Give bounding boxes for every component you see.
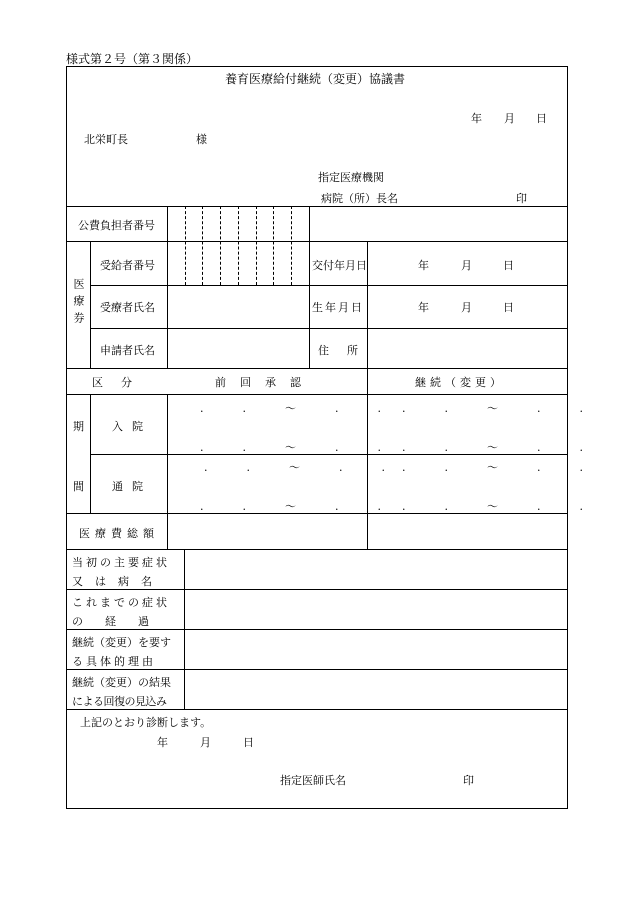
outpatient-previous-from[interactable]: . . 〜 . . — [204, 461, 399, 474]
progress-label-1: これまでの症状 — [72, 596, 170, 609]
seal-mark: 印 — [516, 192, 527, 205]
previous-approval-header: 前回承認 — [215, 376, 315, 389]
rule — [66, 394, 568, 395]
birth-month-unit: 月 — [461, 301, 472, 314]
institution-label: 指定医療機関 — [318, 171, 384, 184]
initial-symptoms-field[interactable] — [185, 550, 567, 588]
issue-day-unit: 日 — [503, 259, 514, 272]
doctor-name-label: 指定医師氏名 — [280, 774, 346, 787]
diagnosis-statement: 上記のとおり診断します。 — [80, 716, 212, 729]
patient-name-field[interactable] — [168, 286, 308, 327]
address-label: 住所 — [318, 344, 376, 357]
inpatient-previous-from[interactable]: . . 〜 . . — [200, 402, 395, 415]
issue-date-label: 交付年月日 — [312, 259, 367, 272]
outpatient-continuation-to[interactable]: . . 〜 . . — [402, 500, 597, 513]
inpatient-previous-to[interactable]: . . 〜 . . — [200, 441, 395, 454]
date-month-unit: 月 — [504, 112, 515, 125]
footer-year-unit: 年 — [157, 736, 168, 749]
issue-year-unit: 年 — [418, 259, 429, 272]
applicant-name-field[interactable] — [168, 329, 308, 367]
rule — [90, 394, 91, 513]
inpatient-label: 入院 — [112, 420, 152, 433]
hospital-head-label: 病院（所）長名 — [321, 192, 398, 205]
address-field[interactable] — [368, 329, 567, 367]
form-title: 養育医療給付継続（変更）協議書 — [224, 72, 405, 86]
form-label: 様式第２号（第３関係） — [66, 52, 199, 66]
birth-year-unit: 年 — [418, 301, 429, 314]
birth-date-field[interactable] — [368, 286, 567, 327]
continuation-header: 継続（変更） — [415, 376, 505, 389]
recipient-number-label: 受給者番号 — [100, 259, 155, 272]
iryoken-label: 医療券 — [72, 278, 85, 329]
footer-month-unit: 月 — [200, 736, 211, 749]
period-label-top: 期 — [73, 420, 84, 433]
outpatient-label: 通院 — [112, 480, 152, 493]
total-cost-previous-field[interactable] — [168, 514, 366, 548]
issue-month-unit: 月 — [461, 259, 472, 272]
outlook-label-1: 継続（変更）の結果 — [72, 676, 171, 689]
outlook-field[interactable] — [185, 670, 567, 708]
total-cost-label: 医療費総額 — [79, 527, 159, 540]
rule — [66, 709, 568, 710]
applicant-name-label: 申請者氏名 — [100, 344, 155, 357]
patient-name-label: 受療者氏名 — [100, 301, 155, 314]
rule — [66, 368, 568, 369]
addressee-name: 北栄町長 — [84, 133, 128, 146]
rule — [66, 206, 568, 207]
initial-symptoms-label-1: 当初の主要症状 — [72, 556, 170, 569]
rule — [309, 241, 310, 368]
footer-day-unit: 日 — [243, 736, 254, 749]
outpatient-continuation-from[interactable]: . . 〜 . . — [402, 461, 597, 474]
doctor-seal-mark: 印 — [463, 774, 474, 787]
rule — [66, 241, 568, 242]
addressee-honorific: 様 — [196, 133, 207, 146]
category-header: 区分 — [92, 376, 150, 389]
outpatient-previous-to[interactable]: . . 〜 . . — [200, 500, 395, 513]
reason-label-1: 継続（変更）を要す — [72, 636, 171, 649]
inpatient-continuation-to[interactable]: . . 〜 . . — [402, 441, 597, 454]
period-label-bottom: 間 — [73, 480, 84, 493]
reason-label-2: る具体的理由 — [72, 655, 156, 668]
progress-label-2: の経過 — [72, 615, 171, 628]
reason-field[interactable] — [185, 630, 567, 668]
initial-symptoms-label-2: 又は病名 — [72, 575, 164, 588]
total-cost-continuation-field[interactable] — [368, 514, 567, 548]
inpatient-continuation-from[interactable]: . . 〜 . . — [402, 402, 597, 415]
date-day-unit: 日 — [536, 112, 547, 125]
number-digit-boxes[interactable] — [168, 207, 308, 284]
rule — [90, 241, 91, 368]
progress-field[interactable] — [185, 590, 567, 628]
birth-day-unit: 日 — [503, 301, 514, 314]
birth-date-label: 生年月日 — [312, 301, 364, 314]
public-burden-number-label: 公費負担者番号 — [78, 219, 155, 232]
rule — [309, 206, 310, 241]
date-year-unit: 年 — [471, 112, 482, 125]
outlook-label-2: による回復の見込み — [72, 695, 167, 708]
